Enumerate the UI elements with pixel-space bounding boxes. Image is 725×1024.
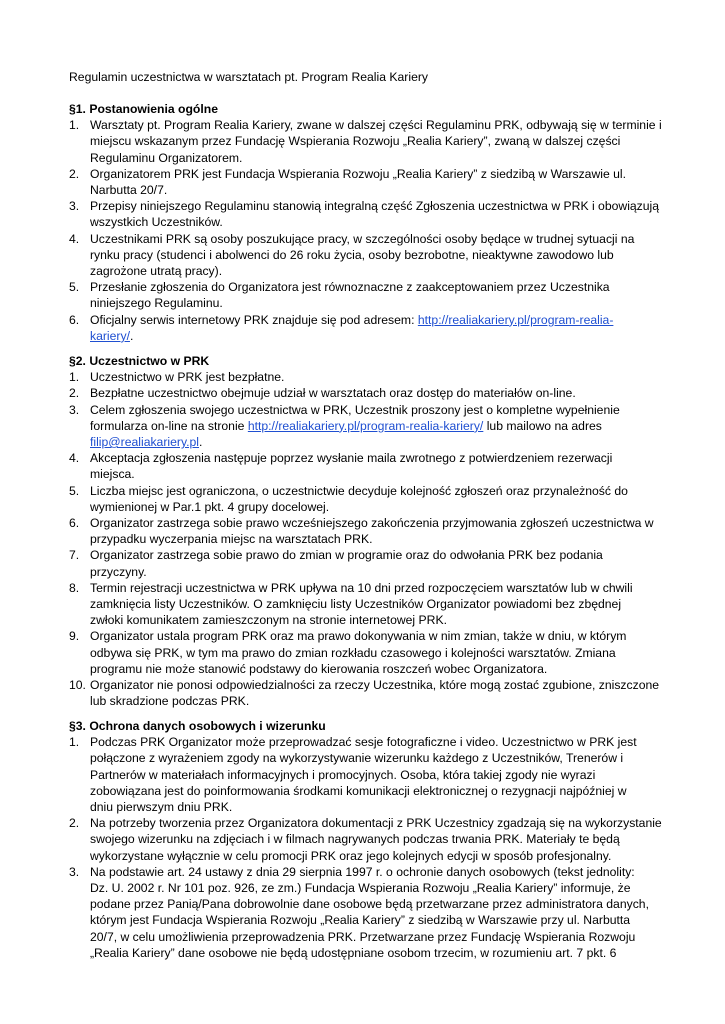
item-text: którym jest Fundacja Wspierania Rozwoju „Realia Kariery” z siedzibą w Warszawie przy ul. Narbutta <box>90 913 631 928</box>
section-heading: §3. Ochrona danych osobowych i wizerunku <box>69 719 326 733</box>
section-general-provisions <box>69 101 669 344</box>
item-number: 10. <box>69 678 86 693</box>
item-text: Na potrzeby tworzenia przez Organizatora dokumentacji z PRK Uczestnicy zgadzają się na wykorzystanie <box>90 816 662 831</box>
item-number: 6. <box>69 312 80 327</box>
item-text: wszystkich Uczestników. <box>90 215 223 230</box>
item-text-with-link <box>90 418 669 434</box>
list-item <box>69 515 669 547</box>
item-text: Narbutta 20/7. <box>90 183 168 198</box>
item-number: 2. <box>69 816 80 831</box>
item-text: . <box>199 435 203 450</box>
item-text: Organizator ustala program PRK oraz ma prawo dokonywania w nim zmian, także w dniu, w którym <box>90 629 627 644</box>
item-text: odbywa się PRK, w tym ma prawo do zmian rozkładu czasowego i kolejności warsztatów. Zmiana <box>90 645 616 660</box>
item-number: 1. <box>69 735 80 750</box>
item-text: przyczyny. <box>90 564 147 579</box>
item-number: 2. <box>69 166 80 181</box>
item-text: połączone z wyrażeniem zgody na wykorzystywanie wizerunku każdego z Uczestników, Trenerów i <box>90 751 624 766</box>
list-item <box>69 547 669 579</box>
list-item <box>69 166 669 198</box>
list-item <box>69 369 669 385</box>
item-number: 3. <box>69 199 80 214</box>
item-text: Warsztaty pt. Program Realia Kariery, zwane w dalszej części Regulaminu PRK, odbywają się w terminie i <box>90 118 662 133</box>
item-text: miejsca. <box>90 467 135 482</box>
item-text: wymienionej w Par.1 pkt. 4 grupy docelowej. <box>90 499 330 514</box>
section-data-protection <box>69 718 669 961</box>
website-link[interactable]: http://realiakariery.pl/program-realia- <box>417 312 614 327</box>
item-text: Przesłanie zgłoszenia do Organizatora jest równoznaczne z zaakceptowaniem przez Uczestnika <box>90 280 610 295</box>
item-text: Dz. U. 2002 r. Nr 101 poz. 926, ze zm.) Fundacja Wspierania Rozwoju „Realia Kariery” informuje, że <box>90 881 631 896</box>
item-text: dniu pierwszym dniu PRK. <box>90 800 233 815</box>
item-text: Organizator nie ponosi odpowiedzialności za rzeczy Uczestnika, które mogą zostać zgubione, zniszczone <box>90 678 660 693</box>
item-text: Na podstawie art. 24 ustawy z dnia 29 sierpnia 1997 r. o ochronie danych osobowych (tekst jednolity: <box>90 864 635 879</box>
item-text: przypadku wyczerpania miejsc na warsztatach PRK. <box>90 532 373 547</box>
item-number: 7. <box>69 548 80 563</box>
item-text: Termin rejestracji uczestnictwa w PRK upływa na 10 dni przed rozpoczęciem warsztatów lub w chwili <box>90 580 633 595</box>
item-text: miejscu wskazanym przez Fundację Wspierania Rozwoju „Realia Kariery”, zwaną w dalszej części <box>90 134 621 149</box>
list-item <box>69 864 669 961</box>
item-text: zwłoki komunikatem zamieszczonym na stronie internetowej PRK. <box>90 613 447 628</box>
list-item <box>69 628 669 677</box>
item-number: 4. <box>69 231 80 246</box>
item-text: zamknięcia listy Uczestników. O zamknięciu listy Uczestników Organizator powiadomi bez zbędnej <box>90 597 622 612</box>
email-link[interactable]: filip@realiakariery.pl <box>90 435 200 450</box>
item-text: Organizator zastrzega sobie prawo do zmian w programie oraz do odwołania PRK bez podania <box>90 548 603 563</box>
item-text: wykorzystane wyłącznie w celu promocji PRK oraz jego kolejnych edycji w sposób profesjonalny. <box>90 848 612 863</box>
list-item <box>69 734 669 815</box>
item-text: Podczas PRK Organizator może przeprowadzać sesje fotograficzne i video. Uczestnictwo w PRK jest <box>90 735 637 750</box>
item-text: Akceptacja zgłoszenia następuje poprzez wysłanie maila zwrotnego z potwierdzeniem rezerwacji <box>90 451 613 466</box>
item-number: 2. <box>69 386 80 401</box>
item-text: „Realia Kariery” dane osobowe nie będą udostępniane osobom trzecim, w rozumieniu art. 7 pkt. 6 <box>90 945 617 960</box>
item-number: 1. <box>69 370 80 385</box>
list-item <box>69 117 669 166</box>
section-list <box>69 734 669 961</box>
list-item <box>69 385 669 401</box>
item-text: Przepisy niniejszego Regulaminu stanowią integralną część Zgłoszenia uczestnictwa w PRK i obowiązują <box>90 199 660 214</box>
item-text: Liczba miejsc jest ograniczona, o uczestnictwie decyduje kolejność zgłoszeń oraz przynależność do <box>90 483 628 498</box>
item-text: . <box>129 328 134 343</box>
item-text: Oficjalny serwis internetowy PRK znajduje się pod adresem: <box>90 312 418 327</box>
item-text: zobowiązana jest do poinformowania środkami komunikacji elektronicznej o rezygnacji najpóźniej w <box>90 783 627 798</box>
list-item <box>69 580 669 629</box>
item-text-with-link <box>90 312 669 328</box>
list-item <box>69 198 669 230</box>
document-title: Regulamin uczestnictwa w warsztatach pt. Program Realia Kariery <box>69 70 428 84</box>
item-text: lub skradzione podczas PRK. <box>90 694 250 709</box>
list-item <box>69 231 669 280</box>
item-text: Regulaminu Organizatorem. <box>90 150 243 165</box>
item-text: zagrożone utratą pracy). <box>90 264 223 279</box>
item-number: 3. <box>69 864 80 879</box>
item-text: niniejszego Regulaminu. <box>90 296 223 311</box>
section-participation <box>69 353 669 709</box>
item-text-with-link <box>90 434 669 450</box>
list-item <box>69 450 669 482</box>
item-text: swojego wizerunku na zdjęciach i w filmach nagrywanych podczas trwania PRK. Materiały te będą <box>90 832 620 847</box>
item-text: Uczestnikami PRK są osoby poszukujące pracy, w szczególności osoby będące w trudnej sytuacji na <box>90 231 635 246</box>
item-text: Bezpłatne uczestnictwo obejmuje udział w warsztatach oraz dostęp do materiałów on-line. <box>90 386 576 401</box>
item-number: 6. <box>69 516 80 531</box>
item-text: rynku pracy (studenci i abolwenci do 26 roku życia, osoby bezrobotne, nieaktywne zawodowo lub <box>90 247 614 262</box>
item-text: Uczestnictwo w PRK jest bezpłatne. <box>90 370 285 385</box>
item-number: 3. <box>69 402 80 417</box>
item-text: Organizatorem PRK jest Fundacja Wspierania Rozwoju „Realia Kariery” z siedzibą w Warszawie ul. <box>90 166 626 181</box>
section-heading: §2. Uczestnictwo w PRK <box>69 354 210 368</box>
item-number: 9. <box>69 629 80 644</box>
list-item <box>69 279 669 311</box>
item-text: Partnerów w materiałach informacyjnych i promocyjnych. Osoba, która takiej zgody nie wyrazi <box>90 767 596 782</box>
item-text: Organizator zastrzega sobie prawo wcześniejszego zakończenia przyjmowania zgłoszeń uczestnictwa w <box>90 516 654 531</box>
item-number: 5. <box>69 280 80 295</box>
item-number: 1. <box>69 118 80 133</box>
item-text: lub mailowo na adres <box>483 418 602 433</box>
item-text-with-link <box>90 328 669 344</box>
section-list <box>69 117 669 344</box>
list-item <box>69 312 669 344</box>
item-text: podane przez Panią/Pana dobrowolnie dane osobowe będą przetwarzane przez administratora danych, <box>90 897 649 912</box>
website-link-continued[interactable]: kariery/ <box>90 328 130 343</box>
item-text: 20/7, w celu umożliwienia przeprowadzenia PRK. Przetwarzane przez Fundację Wspierania Rozwoju <box>90 929 636 944</box>
item-text: programu nie może stanowić podstawy do kierowania roszczeń wobec Organizatora. <box>90 661 548 676</box>
item-text: formularza on-line na stronie <box>90 418 248 433</box>
list-item <box>69 402 669 451</box>
item-text: Celem zgłoszenia swojego uczestnictwa w PRK, Uczestnik proszony jest o kompletne wypełnienie <box>90 402 620 417</box>
list-item <box>69 483 669 515</box>
item-number: 8. <box>69 580 80 595</box>
list-item <box>69 677 669 709</box>
list-item <box>69 815 669 864</box>
registration-form-link[interactable]: http://realiakariery.pl/program-realia-kariery/ <box>247 418 484 433</box>
section-list <box>69 369 669 709</box>
item-number: 4. <box>69 451 80 466</box>
section-heading: §1. Postanowienia ogólne <box>69 102 218 116</box>
item-number: 5. <box>69 483 80 498</box>
